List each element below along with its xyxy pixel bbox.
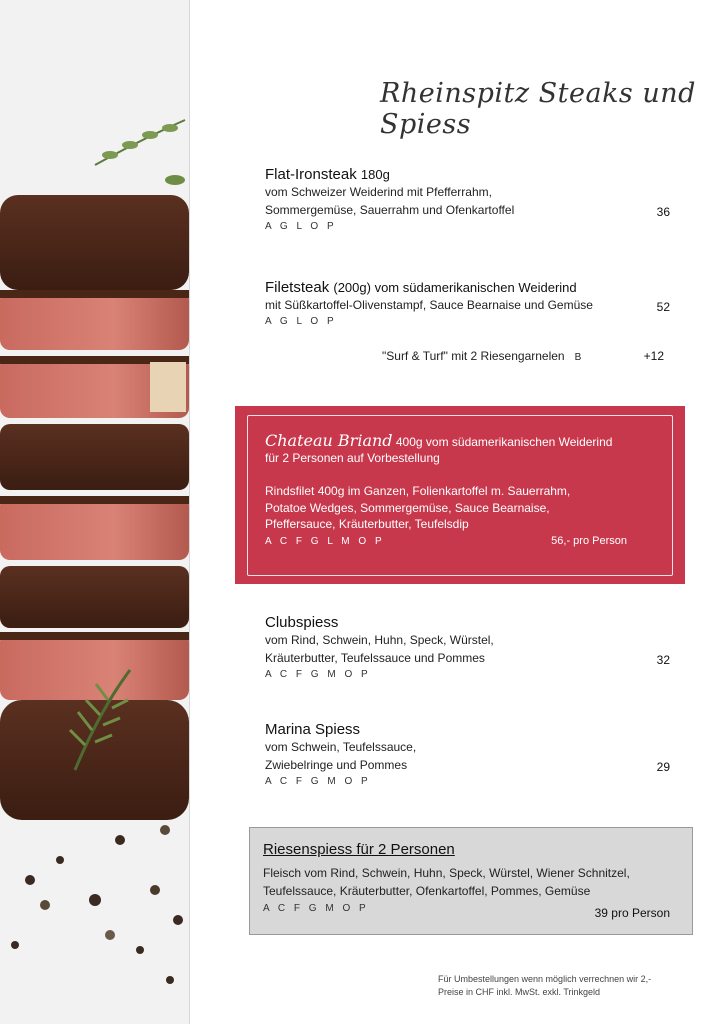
allergen-codes: A C F G L M O P: [265, 536, 385, 547]
chateau-desc-line: Potatoe Wedges, Sommergemüse, Sauce Bearnaise,: [265, 501, 550, 515]
steak-photo: [0, 0, 189, 1024]
menu-item-filetsteak: [265, 279, 670, 327]
item-name: Flat-Ironsteak 180g: [265, 166, 390, 183]
item-price: 29: [656, 760, 670, 774]
item-description: vom Schwein, Teufelssauce, Zwiebelringe und Pommes: [265, 740, 417, 772]
item-price: 52: [656, 300, 670, 314]
riesenspiess-price: 39 pro Person: [594, 906, 670, 920]
chateau-desc-line: Rindsfilet 400g im Ganzen, Folienkartoffel m. Sauerrahm,: [265, 484, 571, 498]
allergen-codes: A C F G M O P: [263, 903, 369, 914]
item-price: 36: [656, 205, 670, 219]
allergen-codes: B: [574, 352, 582, 363]
chateau-subline: für 2 Personen auf Vorbestellung: [265, 451, 440, 465]
item-price: 32: [656, 653, 670, 667]
allergen-codes: A G L O P: [265, 316, 337, 327]
item-description: vom Schweizer Weiderind mit Pfefferrahm, Sommergemüse, Sauerrahm und Ofenkartoffel: [265, 185, 515, 217]
page-title: Rheinspitz Steaks und Spiess: [380, 78, 696, 140]
surf-and-turf-addon: "Surf & Turf" mit 2 Riesengarnelen B: [382, 349, 582, 363]
footer-note: Für Umbestellungen wenn möglich verrechnen wir 2,- Preise in CHF inkl. MwSt. exkl. Trinkgeld: [438, 974, 652, 997]
item-name: Filetsteak (200g) vom südamerikanischen Weiderind: [265, 279, 577, 296]
allergen-codes: A C F G M O P: [265, 776, 371, 787]
page-divider: [189, 0, 190, 1024]
menu-item-flat-ironsteak: [265, 166, 670, 232]
item-name: Marina Spiess: [265, 721, 361, 738]
item-name: Clubspiess: [265, 614, 339, 631]
item-description: mit Süßkartoffel-Olivenstampf, Sauce Bearnaise und Gemüse: [265, 298, 593, 312]
riesenspiess-title: Riesenspiess für 2 Personen: [263, 841, 455, 858]
surf-and-turf-price: +12: [643, 349, 664, 363]
chateau-price: 56,- pro Person: [551, 535, 627, 547]
riesenspiess-description: Fleisch vom Rind, Schwein, Huhn, Speck, Würstel, Wiener Schnitzel, Teufelssauce, Kräuterbutter, Ofenkartoffel, Pommes, Gemüse: [263, 866, 630, 898]
riesenspiess-box: [249, 827, 693, 935]
chateau-briand-box: [235, 406, 685, 584]
sliced-steak-illustration: [0, 0, 189, 1024]
chateau-desc-line: Pfeffersauce, Kräuterbutter, Teufelsdip: [265, 517, 469, 531]
item-description: vom Rind, Schwein, Huhn, Speck, Würstel, Kräuterbutter, Teufelssauce und Pommes: [265, 633, 494, 665]
allergen-codes: A C F G M O P: [265, 669, 371, 680]
menu-item-clubspiess: [265, 614, 670, 680]
menu-item-marina-spiess: [265, 721, 670, 787]
chateau-headline: Chateau Briand 400g vom südamerikanischen Weiderind: [265, 431, 613, 450]
allergen-codes: A G L O P: [265, 221, 337, 232]
